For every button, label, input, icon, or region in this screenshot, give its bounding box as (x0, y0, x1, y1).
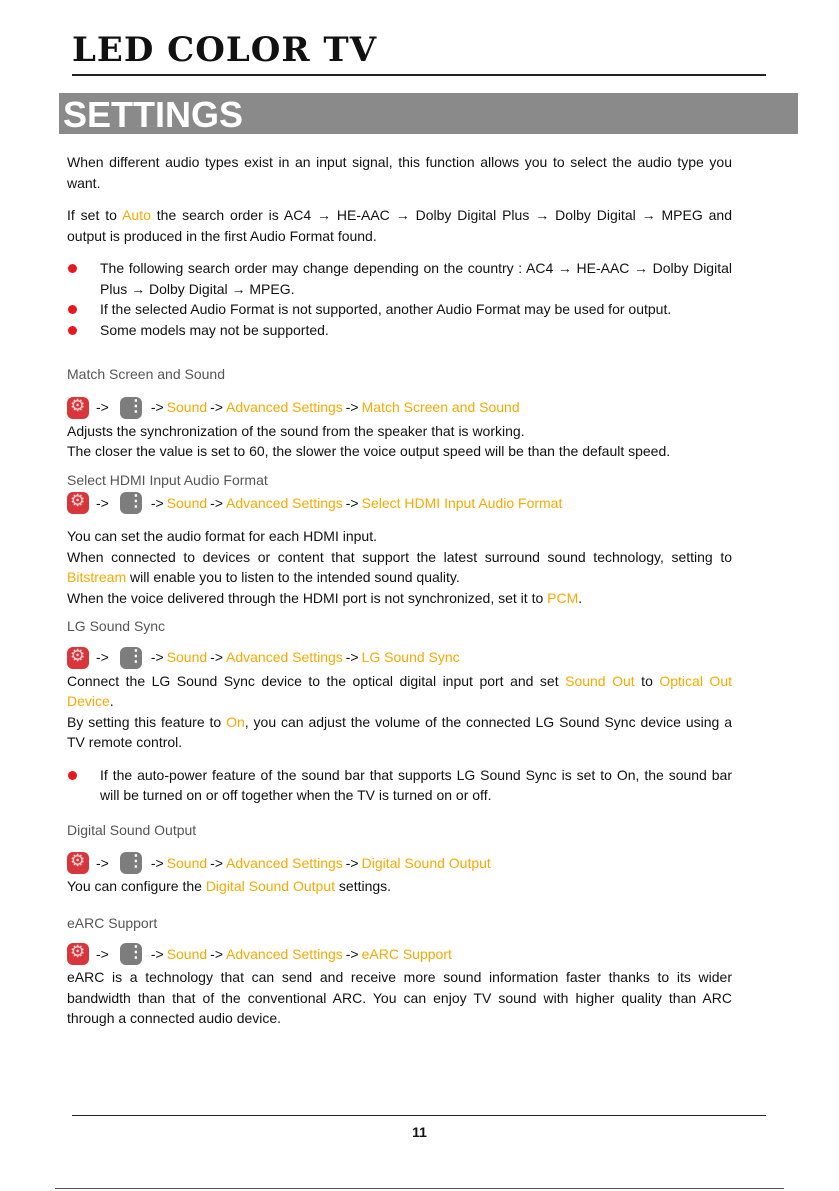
list-item: Some models may not be supported. (67, 320, 732, 341)
optical-out-option: Optical Out Device (67, 672, 733, 709)
path-earc-support: eARC Support (361, 945, 452, 962)
path-match-screen-sound: Match Screen and Sound (361, 399, 520, 416)
lgsync-bullets (67, 765, 732, 806)
path-digital-sound-output: Digital Sound Output (361, 854, 491, 871)
hdmi-paragraph-1: You can set the audio format for each HDMI input. (67, 528, 377, 544)
path-sound: Sound (166, 854, 208, 871)
brand-title: LED COLOR TV (72, 30, 378, 70)
earc-heading: eARC Support (67, 914, 158, 931)
footer-divider (55, 1188, 784, 1189)
match-paragraph-1: Adjusts the synchronization of the sound from the speaker that is working. (67, 422, 525, 439)
top-divider (72, 74, 766, 76)
more-menu-icon (120, 492, 142, 514)
bitstream-option: Bitstream (67, 569, 127, 585)
digital-sound-output-link: Digital Sound Output (205, 878, 336, 894)
match-path: ⚙ -> ⋮ -> Sound -> Advanced Settings -> Match Screen and Sound (67, 395, 732, 421)
lgsync-paragraph-1: Connect the LG Sound Sync device to the optical digital input port and set Sound Out to Optical Out Device. (67, 672, 733, 709)
more-menu-icon (120, 943, 142, 965)
lgsync-paragraph-2: By setting this feature to On, you can adjust the volume of the connected LG Sound Sync device using a TV remote control. (67, 713, 732, 750)
path-sound: Sound (166, 494, 208, 511)
auto-option: Auto (122, 207, 151, 223)
settings-gear-icon (67, 647, 89, 669)
more-menu-icon (120, 852, 142, 874)
list-item: The following search order may change depending on the country : AC4 → HE-AAC → Dolby Digital Plus → Dolby Digital → MPEG. (67, 258, 732, 299)
hdmi-paragraph-3: When the voice delivered through the HDMI port is not synchronized, set it to PCM. (67, 589, 583, 606)
digital-path: ⚙ -> ⋮ -> Sound -> Advanced Settings -> Digital Sound Output (67, 850, 732, 876)
list-item: If the auto-power feature of the sound bar that supports LG Sound Sync is set to On, the sound bar will be turned on or off together when the TV is turned on or off. (67, 765, 732, 806)
auto-paragraph: If set to Auto the search order is AC4 → HE-AAC → Dolby Digital Plus → Dolby Digital → MPEG and output is produced in the first Audio Format found. (67, 207, 732, 244)
digital-heading: Digital Sound Output (67, 821, 197, 838)
path-sound: Sound (166, 945, 208, 962)
lgsync-heading: LG Sound Sync (67, 618, 166, 634)
path-advanced-settings: Advanced Settings (226, 649, 343, 666)
list-item: If the selected Audio Format is not supported, another Audio Format may be used for output. (67, 299, 732, 320)
path-advanced-settings: Advanced Settings (226, 854, 343, 871)
more-menu-icon (120, 397, 142, 419)
main-content (67, 152, 732, 1029)
path-advanced-settings: Advanced Settings (226, 945, 343, 962)
intro-paragraph: When different audio types exist in an input signal, this function allows you to select the audio type you want. (67, 154, 732, 191)
bottom-divider (72, 1115, 766, 1116)
path-advanced-settings: Advanced Settings (226, 399, 343, 416)
earc-paragraph: eARC is a technology that can send and receive more sound information faster thanks to its wider bandwidth than that of the conventional ARC. You can enjoy TV sound with higher quality than ARC through a connected audio device. (67, 969, 732, 1026)
pcm-option: PCM (547, 589, 579, 606)
section-bar (59, 93, 798, 134)
settings-gear-icon (67, 397, 89, 419)
hdmi-paragraph-2: When connected to devices or content that support the latest surround sound technology, setting to Bitstream will enable you to listen to the intended sound quality. (67, 548, 732, 585)
earc-path: ⚙ -> ⋮ -> Sound -> Advanced Settings -> eARC Support (67, 941, 732, 967)
settings-gear-icon (67, 943, 89, 965)
settings-gear-icon (67, 852, 89, 874)
match-paragraph-2: The closer the value is set to 60, the slower the voice output speed will be than the default speed. (67, 443, 671, 459)
path-lg-sound-sync: LG Sound Sync (361, 649, 460, 666)
lgsync-path: ⚙ -> ⋮ -> Sound -> Advanced Settings -> LG Sound Sync (67, 645, 732, 671)
section-title: SETTINGS (63, 94, 244, 135)
path-sound: Sound (166, 399, 208, 416)
more-menu-icon (120, 647, 142, 669)
on-option: On (226, 713, 245, 730)
page-number: 11 (412, 1124, 427, 1140)
digital-paragraph: You can configure the Digital Sound Output settings. (67, 878, 392, 894)
hdmi-path: ⚙ -> ⋮ -> Sound -> Advanced Settings -> Select HDMI Input Audio Format (67, 490, 732, 516)
path-hdmi-format: Select HDMI Input Audio Format (361, 494, 563, 511)
path-advanced-settings: Advanced Settings (226, 494, 343, 511)
settings-gear-icon (67, 492, 89, 514)
intro-bullets (67, 258, 732, 340)
path-sound: Sound (166, 649, 208, 666)
hdmi-heading: Select HDMI Input Audio Format (67, 471, 268, 488)
sound-out-option: Sound Out (565, 672, 635, 689)
match-heading: Match Screen and Sound (67, 366, 225, 382)
